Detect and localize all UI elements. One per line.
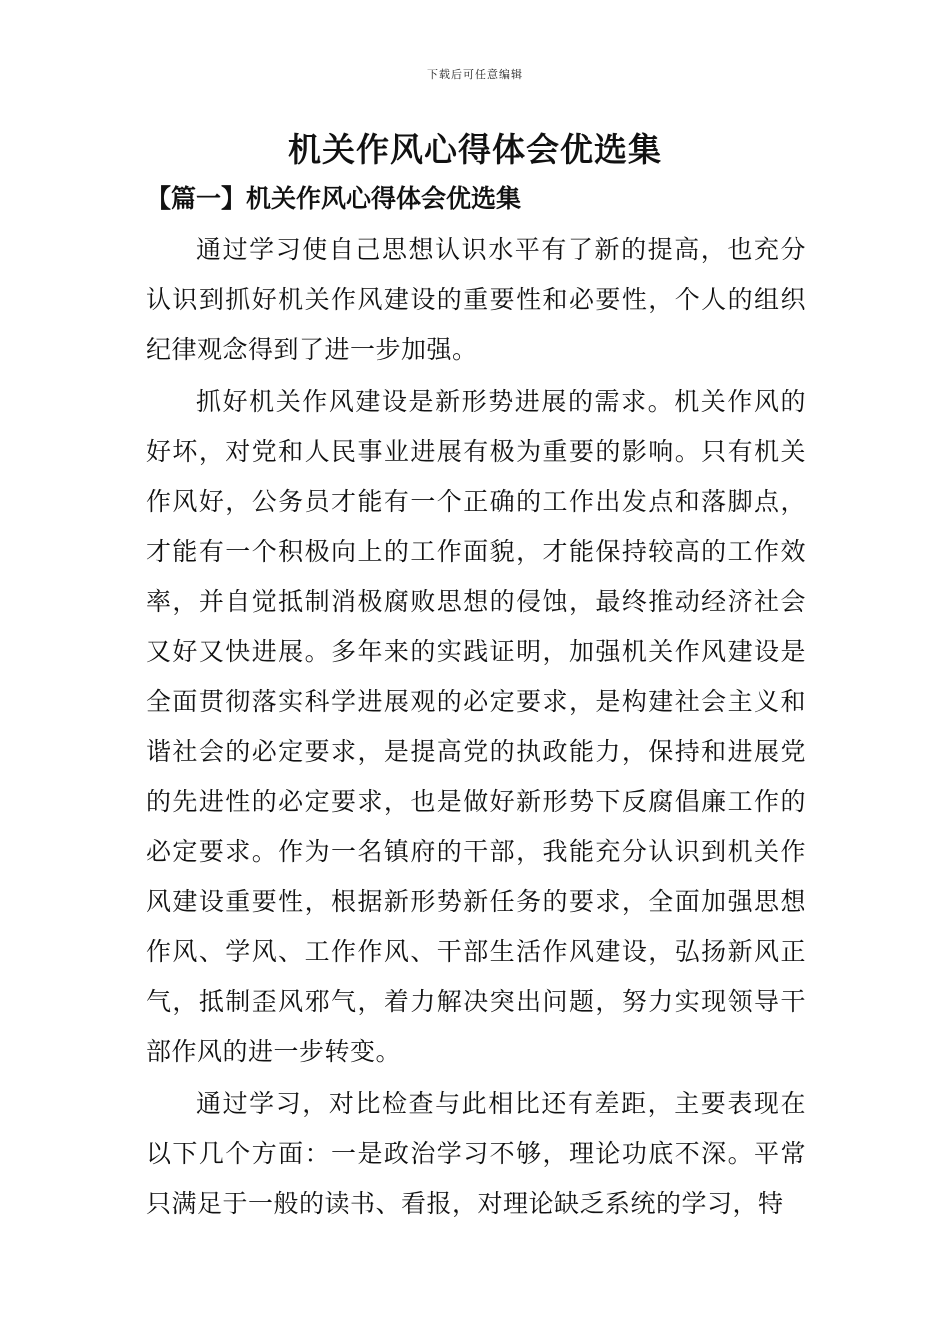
paragraph-2: 抓好机关作风建设是新形势进展的需求。机关作风的好坏，对党和人民事业进展有极为重要的影响。只有机关作风好，公务员才能有一个正确的工作出发点和落脚点，才能有一个积极向上的工作面貌，才能保持较高的工作效率，并自觉抵制消极腐败思想的侵蚀，最终推动经济社会又好又快进展。多年来的实践证明，加强机关作风建设是全面贯彻落实科学进展观的必定要求，是构建社会主义和谐社会的必定要求，是提高党的执政能力，保持和进展党的先进性的必定要求，也是做好新形势下反腐倡廉工作的必定要求。作为一名镇府的干部，我能充分认识到机关作风建设重要性，根据新形势新任务的要求，全面加强思想作风、学风、工作作风、干部生活作风建设，弘扬新风正气，抵制歪风邪气，着力解决突出问题，努力实现领导干部作风的进一步转变。	[146, 387, 806, 1066]
document-body	[146, 225, 806, 1231]
paragraph-1: 通过学习使自己思想认识水平有了新的提高，也充分认识到抓好机关作风建设的重要性和必要性，个人的组织纪律观念得到了进一步加强。	[146, 235, 806, 364]
paragraph-3: 通过学习，对比检查与此相比还有差距，主要表现在以下几个方面：一是政治学习不够，理论功底不深。平常只满足于一般的读书、看报，对理论缺乏系统的学习，特	[146, 1089, 806, 1218]
document-title: 机关作风心得体会优选集	[288, 130, 662, 169]
header-note: 下载后可任意编辑	[427, 68, 523, 81]
section-heading: 【篇一】机关作风心得体会优选集	[146, 184, 522, 213]
